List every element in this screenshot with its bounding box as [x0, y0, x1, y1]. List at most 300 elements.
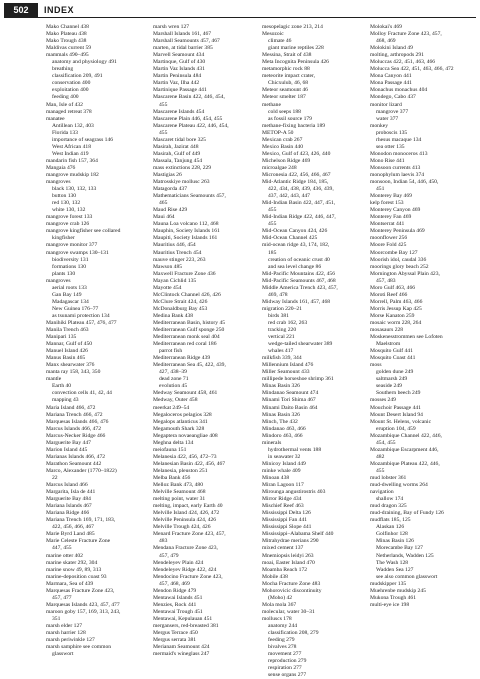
index-entry: Mediterranean monk seal 404	[153, 334, 220, 341]
index-column-4	[370, 24, 472, 609]
index-entry: marten, at tidal barrier 385	[153, 45, 213, 52]
index-entry: marsh periwinkle 127	[46, 637, 95, 644]
index-entry: as tsunami protection 134	[52, 312, 110, 319]
index-entry: Mississippi Slope 441	[262, 524, 312, 531]
index-entry: 455	[268, 207, 277, 214]
index-entry: Mid-Ocean Canyon 424, 426	[262, 228, 328, 235]
index-entry: Mount St. Helens, volcanic	[370, 418, 432, 425]
index-entry: mixed cement 137	[262, 545, 304, 552]
index-entry: Mascaret tidal bore 325	[153, 136, 206, 143]
index-entry: evolution 45	[159, 383, 188, 390]
index-entry: meiofauna 151	[153, 446, 187, 453]
index-entry: Mirounga angustirostris 403	[262, 489, 326, 496]
index-entry: Mukona Trough 461	[370, 594, 417, 601]
index-entry: as fossil source 179	[268, 115, 312, 122]
index-entry: monkey	[370, 122, 389, 129]
index-entry: Marvell Seamount 434	[153, 52, 205, 59]
index-entry: shallow 174	[376, 496, 404, 503]
index-entry: Mitrahydrae merians 290	[262, 538, 319, 545]
index-entry: marine snow 49, 89, 313	[46, 566, 102, 573]
index-entry: 455	[376, 467, 385, 474]
index-entry: Marshall Islands 161, 467	[153, 31, 212, 38]
index-entry: Megaloceros pelagios 328	[153, 411, 212, 418]
index-entry: Mocha Fracture Zone 483	[262, 580, 321, 587]
index-entry: mandarin fish 157, 364	[46, 157, 98, 164]
index-entry: Midway Islands 161, 457, 468	[262, 298, 331, 305]
index-entry: 351	[52, 615, 61, 622]
index-entry: Mariana Ridge 466	[46, 510, 90, 517]
index-entry: Mid-Ocean Channel 425	[262, 235, 318, 242]
index-entry: Mako Plateau 438	[46, 31, 87, 38]
index-entry: Melloz Bank 473, 480	[153, 482, 204, 489]
index-entry: 422, 456, 466, 467	[52, 524, 94, 531]
index-entry: Maria Island 466, 472	[46, 404, 96, 411]
index-entry: West Indian 419	[52, 150, 89, 157]
index-entry: whales 417	[268, 348, 294, 355]
index-entry: marsh samphire see common	[46, 644, 112, 651]
index-entry: Miller Seamount 433	[262, 369, 310, 376]
index-entry: McDonaldburg Bay 453	[153, 305, 208, 312]
index-entry: Martinque, Gulf of 430	[153, 59, 206, 66]
index-entry: Mauphin, Society Islands 161	[153, 228, 220, 235]
index-entry: METOP-A 50	[262, 129, 294, 136]
index-entry: mass extinctions 228, 229	[153, 164, 212, 171]
index-entry: minke whale 409	[262, 467, 301, 474]
index-entry: reproduction 279	[268, 658, 307, 665]
index-entry: white 130, 132	[52, 207, 86, 214]
index-title: INDEX	[44, 5, 75, 15]
index-entry: Marion Island 445	[46, 446, 88, 453]
index-entry: Mathematicians Seamounts 457,	[153, 193, 226, 200]
index-entry: Monsoon currents 413	[370, 164, 421, 171]
index-entry: sea otter 135	[376, 143, 405, 150]
index-entry: Mauritius 446, 454	[153, 242, 196, 249]
index-entry: 447, 455	[52, 545, 72, 552]
index-entry: marsh wren 127	[153, 24, 190, 30]
index-entry: Mexican crab 267	[262, 136, 303, 143]
index-entry: New Guinea 176–77	[52, 305, 99, 312]
index-entry: marsh harrier 128	[46, 630, 86, 637]
index-entry: Megamouth Shark 328	[153, 425, 205, 432]
index-entry: Minas Basin 126	[376, 538, 414, 545]
index-entry: Mariana Trench 169, 171, 183,	[46, 517, 116, 524]
index-entry: Earth 40	[52, 383, 72, 390]
index-entry: Mexico Basin 440	[262, 143, 304, 150]
index-entry: Meta Incognita Peninsula 426	[262, 59, 329, 66]
index-entry: maroon goby 157, 169, 313, 243,	[46, 608, 121, 615]
index-entry: Moluccas 422, 451, 463, 466	[370, 59, 436, 66]
index-entry: molting, arthropods 291	[370, 52, 424, 59]
index-entry: Manihiki Plateau 457, 476, 477	[46, 319, 117, 326]
index-entry: Mnemiopsis leidyi 263	[262, 552, 314, 559]
index-entry: Maelstrom	[376, 341, 401, 348]
index-entry: kingfisher	[52, 235, 75, 242]
index-entry: Maxwell Fracture Zone 436	[153, 270, 216, 277]
index-entry: The Wash 128	[376, 559, 409, 566]
index-entry: Alaskan 126	[376, 524, 405, 531]
index-entry: Montserrat 441	[370, 221, 405, 228]
index-entry: Massala, Tanjung 454	[153, 157, 203, 164]
index-entry: Mola mola 367	[262, 601, 297, 608]
index-entry: creation of oceanic crust 40	[268, 256, 330, 263]
index-entry: 455	[159, 101, 168, 108]
index-entry: 22	[52, 475, 58, 481]
index-entry: breathing	[52, 66, 74, 73]
index-entry: mudskipper 135	[370, 580, 407, 587]
index-entry: meerkat 249–54	[153, 404, 190, 411]
index-entry: Martin Vaz Islands 431	[153, 66, 205, 73]
index-entry: McClure Strait 424, 426	[153, 298, 208, 305]
index-entry: Muehrenbe mudskip 245	[370, 587, 426, 594]
index-entry: and sea level change 86	[268, 263, 322, 270]
index-entry: Marshall Seamounts 457, 467	[153, 38, 220, 45]
index-entry: mud dragon 325	[370, 503, 407, 510]
index-entry: Mangaia 476	[46, 164, 76, 171]
index-entry: mangrove 377	[376, 108, 409, 115]
index-entry: mangrove crab 126	[46, 221, 90, 228]
index-entry: Manila Trench 463	[46, 327, 89, 334]
index-entry: plants 130	[52, 270, 76, 277]
index-entry: Antillean 132, 403	[52, 122, 94, 129]
index-entry: Mount Desert Island 94	[370, 411, 423, 418]
index-entry: Marcus-Necker Ridge 466	[46, 432, 106, 439]
index-entry: Marguerite Bay 447	[46, 439, 91, 446]
index-entry: Marquesas Islands 466, 476	[46, 418, 109, 425]
index-entry: Mozambique Channel 422, 446,	[370, 432, 442, 439]
index-entry: convection cells 41, 42, 44	[52, 390, 112, 397]
index-entry: 457, 468, 469	[159, 580, 190, 587]
index-entry: mid-ocean ridge 43, 174, 182,	[262, 242, 330, 249]
index-entry: 422, 434, 438, 439, 436, 439,	[268, 186, 334, 193]
index-entry: moorings glory beach 252	[370, 263, 429, 270]
index-entry: Marathon Seamount 442	[46, 460, 102, 467]
index-entry: Masirah, Jazirat 448	[153, 143, 199, 150]
index-entry: Morrell, Palm 463, 466	[370, 298, 423, 305]
index-entry: cold seeps 188	[268, 108, 301, 115]
index-entry: Mariana Islands 467	[46, 503, 92, 510]
index-entry: mangroves	[46, 277, 71, 284]
index-entry: Meteor smelter 187	[262, 94, 306, 101]
index-entry: Wadden Sea 127	[376, 566, 414, 573]
index-entry: wedge-tailed shearwater 389	[268, 341, 333, 348]
index-entry: vertical 221	[268, 334, 295, 341]
index-entry: Molucca Sea 422, 451, 463, 466, 472	[370, 66, 454, 73]
index-entry: anatomy 244	[268, 622, 298, 629]
index-column-3	[262, 24, 364, 679]
index-entry: Martin Vaz, Ilha 442	[153, 80, 200, 87]
index-entry: Merianam Seamount 424	[153, 644, 210, 651]
index-entry: water 377	[376, 115, 399, 122]
index-entry: Molokai's 469	[370, 24, 402, 30]
index-entry: Netherlands, Wadden 125	[376, 552, 434, 559]
index-entry: Mobile 438	[262, 573, 288, 580]
index-entry: 455	[268, 221, 277, 228]
index-entry: Millennium Island 476	[262, 362, 314, 369]
index-entry: 469, 478	[268, 291, 288, 298]
index-entry: mauve stinger 223, 263	[153, 256, 206, 263]
index-entry: eruption 104, 459	[376, 425, 416, 432]
index-entry: McClintock Channel 426, 426	[153, 291, 221, 298]
index-entry: Moro Gulf 463, 466	[370, 284, 416, 291]
index-entry: Matagorda 437	[153, 186, 188, 193]
index-entry: mud-draining, Bay of Fundy 126	[370, 510, 444, 517]
index-entry: marine otter 402	[46, 552, 83, 559]
index-entry: Monodon monoceros 413	[370, 150, 428, 157]
page-number: 502	[4, 3, 38, 18]
index-entry: molluscs 178	[262, 615, 292, 622]
index-entry: see also common glasswort	[376, 573, 438, 580]
index-entry: feeding 400	[52, 94, 79, 101]
index-entry: Marquesas Islands 423, 457, 477	[46, 601, 120, 608]
index-entry: mangrove forest 133	[46, 214, 93, 221]
index-entry: Moorish idol, caudal 336	[370, 256, 427, 263]
index-entry: mangrove kingfisher see collared	[46, 228, 121, 235]
index-entry: Martin Peninsula 484	[153, 73, 202, 80]
index-entry: Mississippi Delta 126	[262, 510, 311, 517]
index-entry: Minami Tori Shima 467	[262, 397, 316, 404]
index-entry: 455	[159, 129, 168, 136]
index-entry: mapping 43	[52, 397, 79, 404]
index-entry: Mendeleyev Plain 424	[153, 559, 204, 566]
index-entry: mangrove monitor 377	[46, 242, 98, 249]
index-entry: 457, 477	[52, 594, 72, 601]
index-entry: Melanesian Basin 422, 456, 467	[153, 460, 226, 467]
index-entry: Mendeleyev Ridge 422, 424	[153, 566, 217, 573]
index-entry: managed retreat 378	[46, 108, 92, 115]
index-entry: Mascarene Plateau 422, 446, 454,	[153, 122, 229, 129]
index-entry: Mozambique Plateau 422, 446,	[370, 460, 440, 467]
index-entry: Mid-Pacific Mountains 422, 456	[262, 270, 336, 277]
index-entry: Mohorovicic discontinuity	[262, 587, 322, 594]
index-entry: Marquesas Fracture Zone 423,	[46, 587, 115, 594]
index-entry: Mayan Cichlid 135	[153, 277, 197, 284]
index-entry: classification 208, 279	[268, 630, 319, 637]
index-entry: methane-fixing bacteria 189	[262, 122, 326, 129]
index-entry: respiration 277	[268, 665, 302, 672]
index-entry: Mediterranean red coral 186	[153, 341, 217, 348]
index-entry: manta ray 158, 343, 350	[46, 369, 101, 376]
index-entry: Mauna Loa volcano 112, 468	[153, 221, 219, 228]
index-entry: Morris Jessup Kap 425	[370, 305, 422, 312]
index-entry: Mascarene Islands 454	[153, 108, 205, 115]
index-entry: Chicxulub, 46, 68	[268, 80, 309, 87]
index-entry: Minami Daito Basin 464	[262, 404, 318, 411]
index-entry: Mosquito Coast 441	[370, 355, 416, 362]
index-entry: Mariana Trench 466, 472	[46, 411, 103, 418]
index-entry: Mono Rise 441	[370, 157, 405, 164]
index-entry: Mergus serrata 381	[153, 637, 197, 644]
index-entry: giant marine reptiles 228	[268, 45, 324, 52]
index-entry: Mako Trough 438	[46, 38, 87, 45]
index-entry: mud lobster 361	[370, 475, 407, 481]
index-entry: Morecambe Bay 127	[376, 545, 423, 552]
index-entry: Menzies, Rock 441	[153, 601, 197, 608]
index-entry: Mississippi Fan 441	[262, 517, 308, 524]
index-entry: Mindanao 463, 466	[262, 425, 306, 432]
index-entry: movement 277	[268, 651, 302, 658]
index-entry: Mayotte 454	[153, 284, 182, 291]
index-entry: dead zone 71	[159, 376, 189, 383]
index-entry: moonflower 256	[370, 235, 408, 242]
index-entry: migration 220–21	[262, 305, 302, 312]
index-entry: formations 130	[52, 263, 87, 270]
index-entry: 465	[159, 200, 168, 207]
index-entry: Mentawai Trough 451	[153, 608, 203, 615]
index-entry: mangrove mudskip 182	[46, 171, 99, 178]
index-entry: molecular, water 30–31	[262, 608, 315, 615]
index-entry: Manuel Island 426	[46, 348, 88, 355]
index-entry: Mediterranean Gulf sponge 250	[153, 327, 225, 334]
index-entry: 454, 455	[376, 439, 396, 446]
index-entry: Monachus monachus 404	[370, 87, 428, 94]
index-entry: Monterey Bay 469	[370, 193, 412, 200]
index-entry: mangrove swamps 130–131	[46, 249, 109, 256]
index-entry: Margarita, Isla de 441	[46, 489, 96, 496]
index-entry: in seawater 32	[268, 453, 301, 460]
index-entry: Menard Fracture Zone 423, 457,	[153, 531, 226, 538]
index-entry: Mendocino Fracture Zone 423,	[153, 573, 223, 580]
index-entry: Monterey Peninsula 469	[370, 228, 425, 235]
index-entry: Matrosskiye mollusc 263	[153, 179, 210, 186]
index-entry: Mascarene Plain 446, 454, 455	[153, 115, 223, 122]
index-column-1	[46, 24, 148, 658]
index-entry: Mendon Ridge 479	[153, 587, 197, 594]
index-entry: Manx shearwater 376	[46, 362, 95, 369]
index-entry: Miran Lagoon 117	[262, 482, 304, 489]
index-entry: Florida 133	[52, 129, 78, 136]
index-entry: Monterey Fan 469	[370, 214, 412, 221]
index-entry: mosses 249	[370, 397, 396, 404]
index-entry: birds 381	[268, 312, 289, 319]
index-entry: 468, 469	[376, 38, 396, 45]
index-entry: 185	[268, 249, 277, 256]
index-entry: Marie Byrd Land 485	[46, 531, 95, 538]
index-entry: Mississippi–Alabama Shelf 440	[262, 531, 334, 538]
index-entry: Maldivas current 59	[46, 45, 92, 52]
index-entry: Moore Fold 425	[370, 242, 407, 249]
index-entry: Mornington Abyssal Plain 423,	[370, 270, 440, 277]
index-entry: Medway, Outer 458	[153, 397, 198, 404]
index-entry: importance of seagrass 146	[52, 136, 114, 143]
index-entry: sense organs 277	[268, 672, 307, 679]
index-entry: anatomy and physiology 491	[52, 59, 117, 66]
index-entry: 457, 483	[376, 277, 396, 284]
index-entry: Maud Rise 429	[153, 207, 188, 214]
index-entry: Mondego, Cabo 437	[370, 94, 416, 101]
index-entry: proboscis 135	[376, 129, 408, 136]
index-entry: Mediterranean Basin, history 45	[153, 319, 226, 326]
index-entry: aerial roots 133	[52, 284, 87, 291]
index-entry: Martinique Passage 441	[153, 87, 207, 94]
index-entry: mangroves	[46, 179, 71, 186]
index-entry: Melanesia, pleuston 251	[153, 467, 208, 474]
index-entry: Mona Canyon 441	[370, 73, 412, 80]
index-entry: Mexico, Gulf of 423, 426, 440	[262, 150, 331, 157]
index-entry: mud-dwelling worms 264	[370, 482, 428, 489]
index-entry: exploitation 400	[52, 87, 89, 94]
index-entry: hydrothermal vents 188	[268, 446, 322, 453]
index-entry: Mindoro 463, 466	[262, 432, 303, 439]
index-entry: black 130, 132, 133	[52, 186, 97, 193]
index-entry: tracking 220	[268, 327, 297, 334]
index-entry: multi-eye ice 198	[370, 601, 410, 608]
index-entry: 457, 479	[159, 552, 179, 559]
index-entry: 482	[376, 453, 385, 460]
index-entry: Marmara, Sea of 439	[46, 580, 94, 587]
index-entry: Morse Kanaton 259	[370, 312, 415, 319]
index-entry: Marcus Islands 466, 472	[46, 425, 101, 432]
index-entry: Mauritius Trench 454	[153, 249, 202, 256]
index-entry: Mannar, Gulf of 450	[46, 341, 93, 348]
index-entry: red crab 162, 263	[268, 319, 308, 326]
index-entry: mudflats 185, 125	[370, 517, 411, 524]
index-entry: Minch, The 432	[262, 418, 298, 425]
index-entry: feeding 279	[268, 637, 295, 644]
index-entry: monophylum laevis 374	[370, 171, 425, 178]
index-entry: metamorphic rock 88	[262, 66, 310, 73]
index-entry: Mid-Atlantic Ridge 184, 185,	[262, 179, 329, 186]
index-entry: rhesus macaque 134	[376, 136, 422, 143]
index-entry: 427, 438–39	[159, 369, 187, 376]
index-entry: Megalops atlanticus 341	[153, 418, 208, 425]
index-entry: Mesozoic	[262, 31, 284, 38]
index-entry: Minoan 438	[262, 475, 290, 481]
index-entry: saltmarsh 249	[376, 376, 408, 383]
index-entry: Moorcombe Bay 127	[370, 249, 418, 256]
index-entry: Mergus Terrace 450	[153, 630, 198, 637]
index-entry: Mentawai Islands 451	[153, 594, 203, 601]
index-entry: 437, 442, 443, 447	[268, 193, 310, 200]
index-entry: Melba Bank 456	[153, 475, 191, 481]
index-entry: Marco, Alexander (1770–1822)	[46, 467, 117, 474]
index-entry: milkfish 339, 344	[262, 355, 302, 362]
index-entry: Moskenesstrommen see Lofoten	[370, 334, 443, 341]
index-entry: mantle	[46, 376, 62, 383]
index-entry: Moamba Reach 172	[262, 566, 308, 573]
index-entry: microalgae 248	[262, 164, 297, 171]
index-column-2	[153, 24, 255, 658]
index-entry: melting point, water 31	[153, 496, 206, 503]
index-entry: Meghna delta 134	[153, 439, 194, 446]
index-entry: mermaid's wineglass 247	[153, 651, 210, 658]
index-entry: climate 46	[268, 38, 292, 45]
header-rule	[38, 17, 476, 18]
index-entry: manatee	[46, 115, 65, 122]
index-entry: golden dune 249	[376, 369, 414, 376]
index-entry: minerals	[262, 439, 282, 446]
index-entry: mergansers, red-breasted 381	[153, 622, 219, 629]
index-entry: marsh elder 127	[46, 622, 83, 629]
index-entry: seaside 249	[376, 383, 402, 390]
index-entry: navigation	[370, 489, 394, 496]
index-entry: Melanesia 422, 456, 472–73	[153, 453, 217, 460]
index-entry: Mastigias 26	[153, 171, 182, 178]
index-entry: Madagascar 134	[52, 298, 89, 305]
index-entry: West African 418	[52, 143, 92, 150]
index-entry: Medina Bank 438	[153, 312, 194, 319]
index-entry: bivalves 278	[268, 644, 297, 651]
index-entry: marine skater 292, 304	[46, 559, 98, 566]
index-entry: Marie Celeste Fracture Zone	[46, 538, 111, 545]
index-entry: Mascarene Basin 422, 446, 454,	[153, 94, 225, 101]
index-entry: Mediterranean Sea 45, 422, 439,	[153, 362, 226, 369]
index-entry: Mentawai, Kepulauan 451	[153, 615, 213, 622]
index-entry: Marguerite Bay 484	[46, 496, 91, 503]
index-entry: Minas Basin 326	[262, 411, 300, 418]
index-entry: Mosquito Gulf 441	[370, 348, 413, 355]
index-entry: red 130, 132	[52, 200, 81, 207]
index-entry: Marianas Islands 466, 472	[46, 453, 106, 460]
